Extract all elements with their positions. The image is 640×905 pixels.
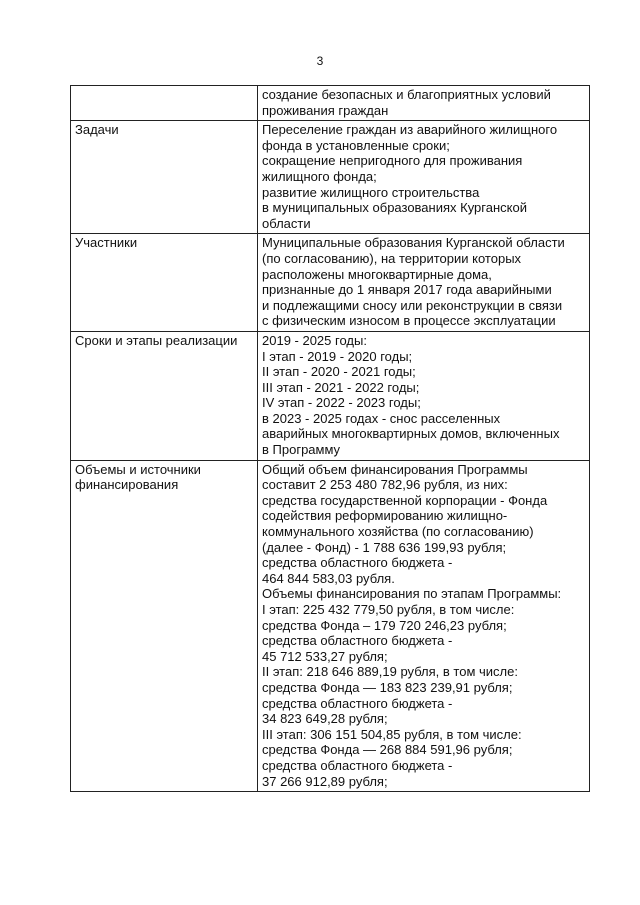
row-value-cell	[258, 234, 590, 332]
row-label-line: Объемы и источники	[75, 461, 201, 477]
row-value-line: I этап - 2019 - 2020 годы;	[262, 348, 413, 364]
row-value-line: средства областного бюджета -	[262, 757, 453, 773]
row-value-line: Общий объем финансирования Программы	[262, 461, 528, 477]
row-value-line: I этап: 225 432 779,50 рубля, в том числе:	[262, 602, 515, 617]
row-value-line: (по согласованию), на территории которых	[262, 250, 522, 266]
table-row	[71, 86, 590, 121]
table-row	[71, 121, 590, 234]
row-value-line: развитие жилищного строительства	[262, 184, 480, 200]
row-value-line: 34 823 649,28 рубля;	[262, 711, 388, 727]
row-label-cell	[71, 121, 258, 234]
row-label-cell	[71, 460, 258, 791]
row-value-line: создание безопасных и благоприятных условий	[262, 87, 551, 102]
table-row	[71, 460, 590, 791]
row-value-line: аварийных многоквартирных домов, включенных	[262, 426, 560, 442]
row-label-cell	[71, 86, 258, 121]
row-value-line: жилищного фонда;	[262, 168, 377, 184]
row-value-line: средства Фонда – 179 720 246,23 рубля;	[262, 617, 507, 633]
row-value-line: и подлежащими сносу или реконструкции в связи	[262, 297, 563, 313]
row-value-line: средства областного бюджета -	[262, 695, 453, 711]
row-value-line: 2019 - 2025 годы:	[262, 332, 367, 348]
row-value-line: проживания граждан	[262, 102, 389, 118]
row-value-line: III этап: 306 151 504,85 рубля, в том числе:	[262, 726, 522, 742]
row-value-line: 37 266 912,89 рубля;	[262, 773, 388, 789]
row-value-line: средства Фонда — 183 823 239,91 рубля;	[262, 679, 513, 695]
row-value-line: IV этап - 2022 - 2023 годы;	[262, 395, 421, 411]
row-value-cell	[258, 331, 590, 460]
row-value-line: 464 844 583,03 рубля.	[262, 570, 395, 586]
row-value-line: признанные до 1 января 2017 года аварийными	[262, 282, 552, 298]
row-value-line: (далее - Фонд) - 1 788 636 199,93 рубля;	[262, 539, 507, 555]
row-value-line: средства областного бюджета -	[262, 555, 453, 571]
row-value-line: 45 712 533,27 рубля;	[262, 648, 388, 664]
row-value-line: составит 2 253 480 782,96 рубля, из них:	[262, 477, 508, 493]
row-label-line: Задачи	[75, 122, 119, 138]
row-value-line: II этап - 2020 - 2021 годы;	[262, 364, 416, 380]
row-value-line: сокращение непригодного для проживания	[262, 153, 523, 169]
table-row	[71, 234, 590, 332]
table-body	[71, 86, 590, 792]
row-value-line: в муниципальных образованиях Курганской	[262, 200, 527, 216]
row-label-line: финансирования	[75, 477, 179, 493]
row-value-line: Переселение граждан из аварийного жилищного	[262, 122, 558, 138]
row-value-line: расположены многоквартирные дома,	[262, 266, 492, 282]
row-value-line: средства Фонда — 268 884 591,96 рубля;	[262, 742, 513, 758]
row-value-line: в 2023 - 2025 годах - снос расселенных	[262, 410, 501, 426]
row-value-line: содействия реформированию жилищно-	[262, 508, 508, 524]
row-value-line: Муниципальные образования Курганской области	[262, 235, 565, 251]
page-number: 3	[316, 54, 324, 68]
row-value-cell	[258, 86, 590, 121]
row-value-line: III этап - 2021 - 2022 годы;	[262, 379, 420, 395]
row-value-line: Объемы финансирования по этапам Программы:	[262, 586, 562, 602]
table-row	[71, 331, 590, 460]
row-label-cell	[71, 234, 258, 332]
row-label-cell	[71, 331, 258, 460]
row-value-line: с физическим износом в процессе эксплуатации	[262, 313, 556, 329]
row-value-cell	[258, 121, 590, 234]
row-value-cell	[258, 460, 590, 791]
row-value-line: фонда в установленные сроки;	[262, 137, 450, 153]
row-value-line: средства областного бюджета -	[262, 633, 453, 649]
program-passport-table	[70, 85, 590, 792]
row-value-line: II этап: 218 646 889,19 рубля, в том числе:	[262, 664, 518, 680]
row-value-line: средства государственной корпорации - Фонда	[262, 492, 548, 508]
row-value-line: области	[262, 215, 311, 231]
row-label-line: Участники	[75, 235, 138, 251]
row-label-line: Сроки и этапы реализации	[75, 332, 238, 348]
row-value-line: коммунального хозяйства (по согласованию)	[262, 524, 534, 540]
row-value-line: в Программу	[262, 442, 341, 458]
